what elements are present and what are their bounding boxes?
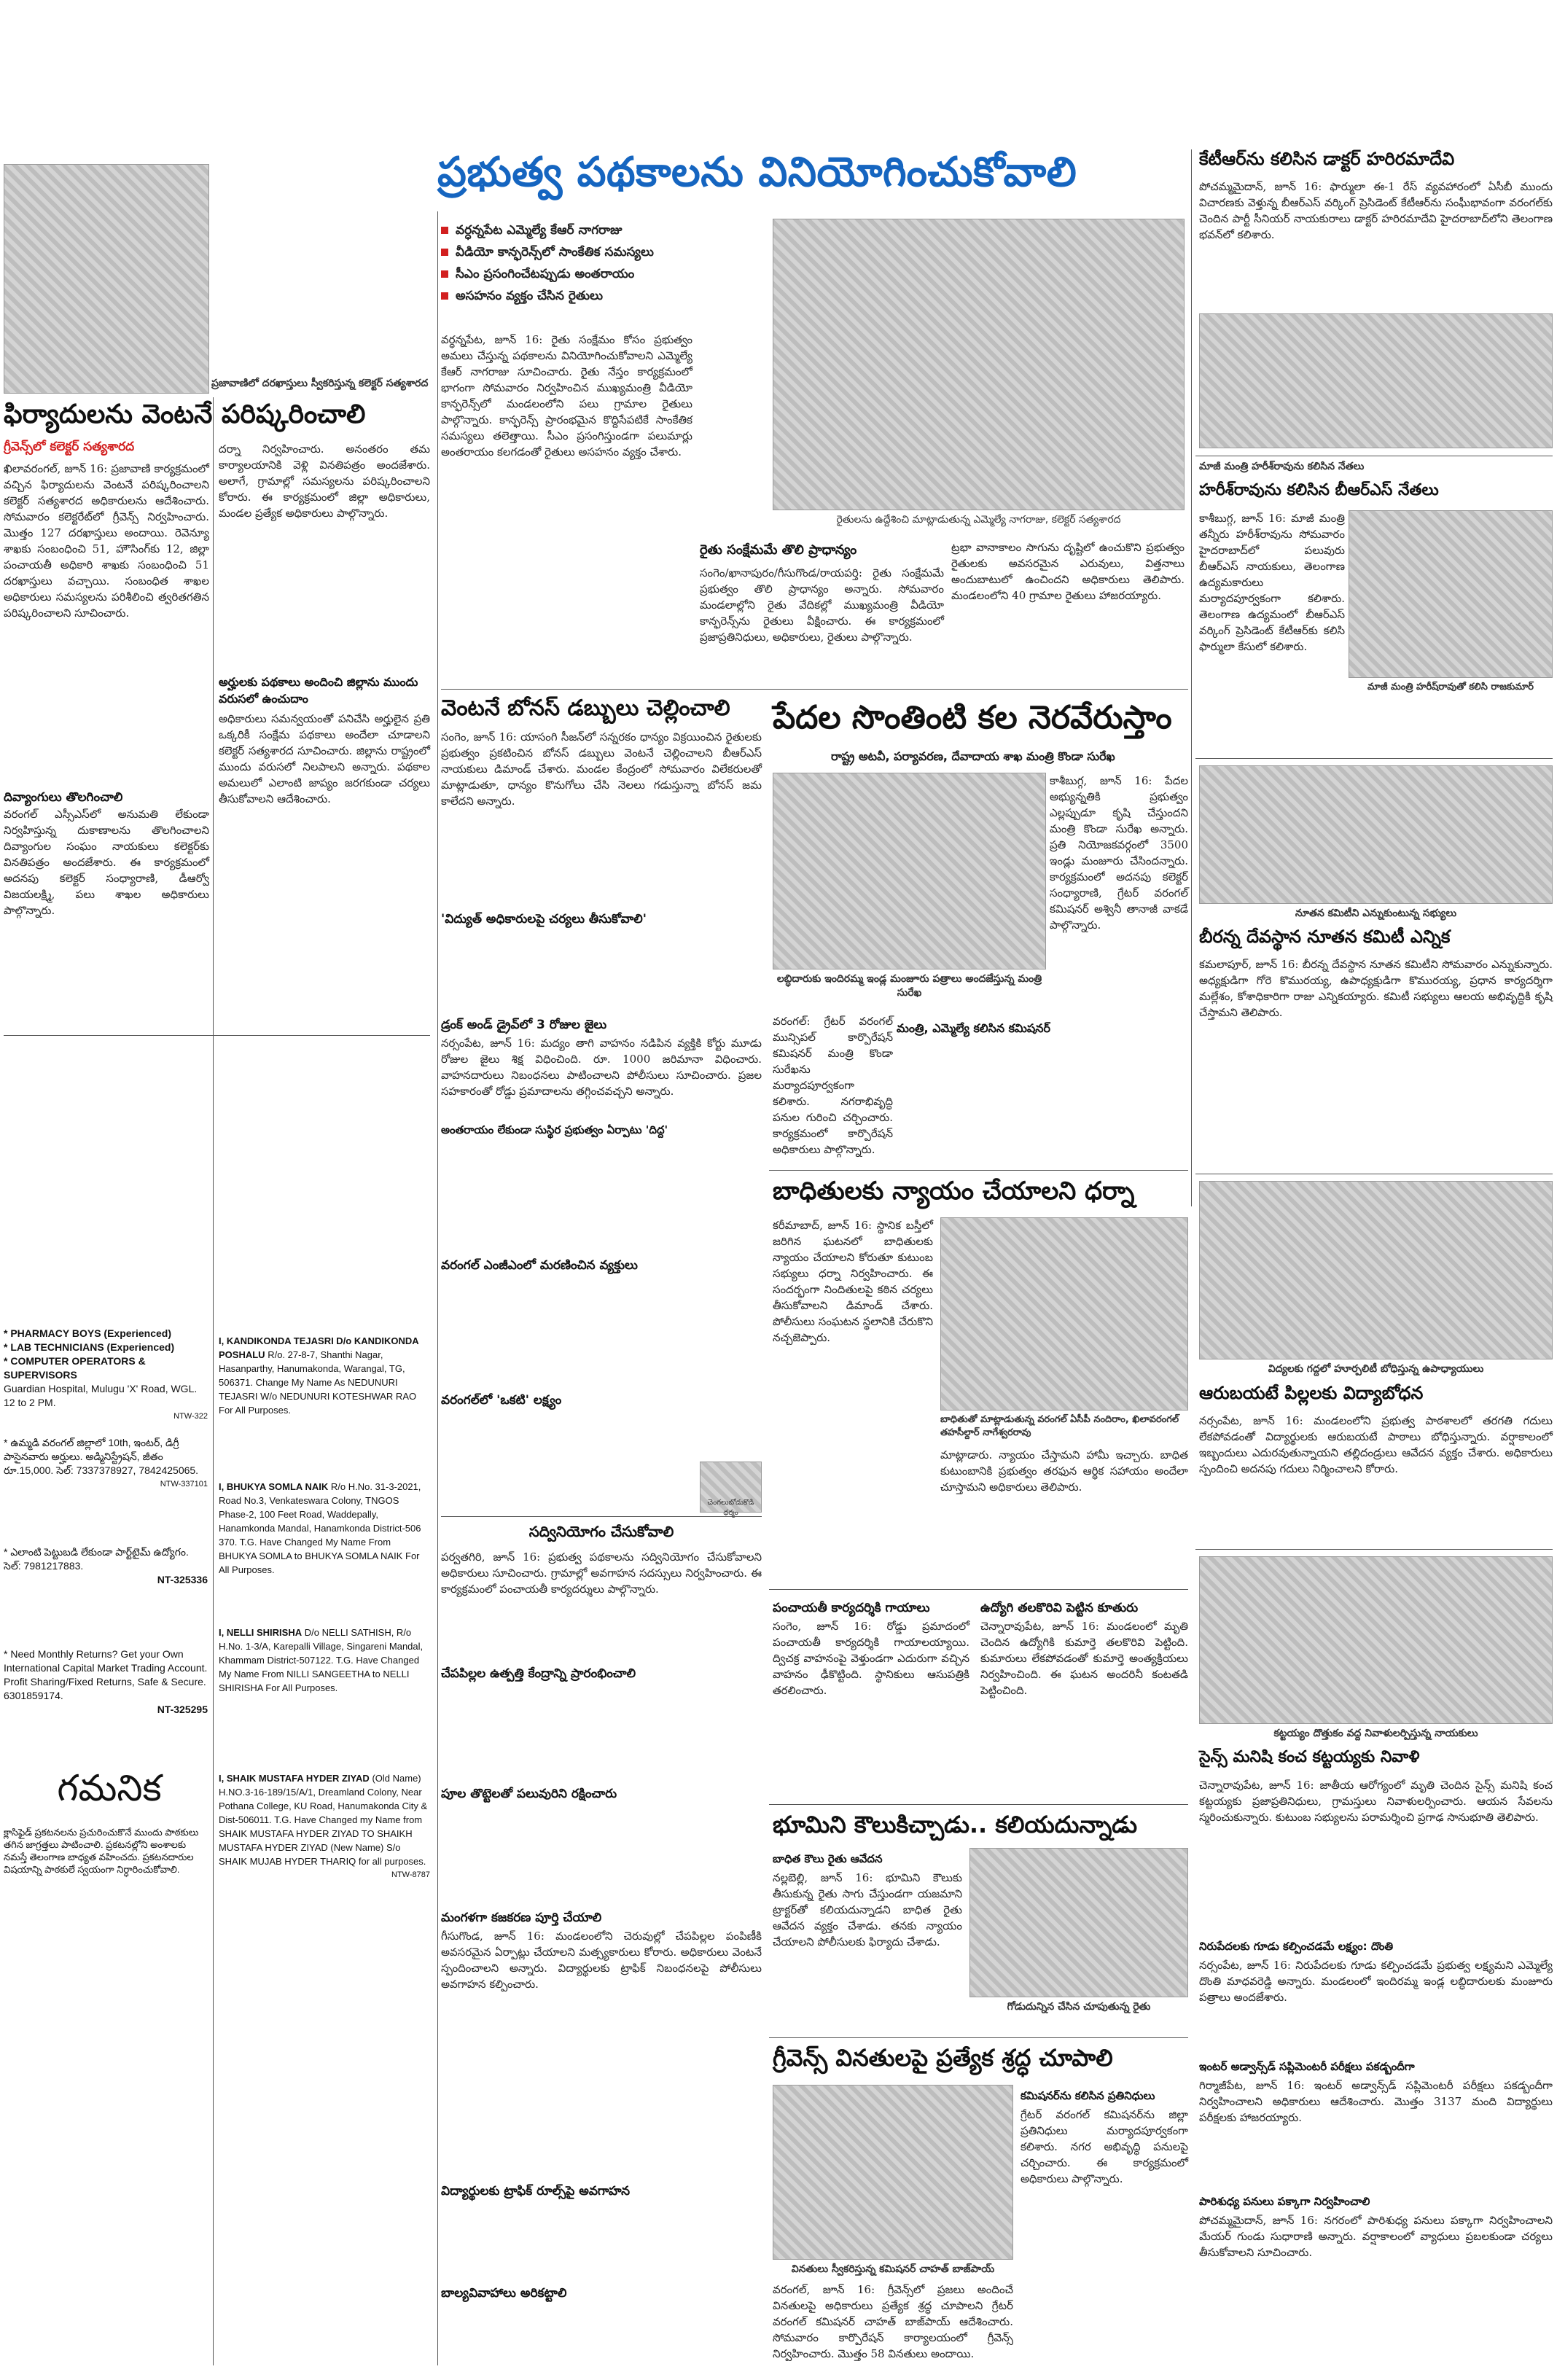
farmers-headline: రైతు సంక్షేమమే తొలి ప్రాధాన్యం: [700, 542, 857, 558]
tractor-headline: ఉద్యోగి తలకొరివి పెట్టిన కూతురు: [980, 1601, 1139, 1615]
weather-caption: చెంగలుబోడుకొడి ధర్మం: [707, 1499, 754, 1517]
notice-code: NTW-8787: [391, 1870, 430, 1879]
scheme-headline: సద్వినియోగం చేసుకోవాలి: [528, 1523, 674, 1540]
classified-returns: [4, 1647, 208, 1757]
main-photo-caption: రైతులను ఉద్దేశించి మాట్లాడుతున్న ఎమ్మెల్యే నాగరాజు, కలెక్టర్ సత్యశారద: [836, 514, 1121, 526]
classified-line: * Need Monthly Returns? Get your Own International Capital Market Trading Account. Profit Sharing/Fixed Returns, Safe & Secure. 6301859174.: [4, 1648, 208, 1701]
scheme-sub-5: బాల్యవివాహాలు అరికట్టాలి: [441, 2286, 567, 2301]
scheme-sub-1: చేపపిల్లల ఉత్పత్తి కేంద్రాన్ని ప్రారంభించాలి: [441, 1666, 636, 1681]
classified-line: * ఎలాంటి పెట్టుబడి లేకుండా పార్ట్‌టైమ్ ఉద్యోగం. సెల్: 7981217883.: [4, 1546, 189, 1572]
notice-text: (Old Name) H.NO.3-16-189/15/A/1, Dreamland Colony, Near Pothana College, KU Road, Hanumakonda City & Dist-506011. T.G. Have Changed my Name from SHAIK MUSTAFA HYDER ZIYAD TO SHAIKH MUSTAFA HYDER ZIYAD (New Name) S/o SHAIK MUJAB HYDER THARIQ for all purposes.: [219, 1773, 428, 1867]
grievance-headline: గ్రీవెన్స్ వినతులపై ప్రత్యేక శ్రద్ధ చూపాలి: [773, 2044, 1113, 2072]
main-headline: ప్రభుత్వ పథకాలను వినియోగించుకోవాలి: [437, 149, 1077, 196]
ktr-body: పోచమ్మమైదాన్, జూన్ 16: ఫార్ములా ఈ-1 రేస్ వ్యవహారంలో ఏసీబీ ముందు విచారణకు వెళ్తున్న బీఆర్‌ఎస్ వర్కింగ్ ప్రెసిడెంట్ కేటీఆర్‌ను సంఘీభావంగా వరంగల్‌కు చెందిన పార్టీ సీనియర్ నాయకురాలు డాక్టర్ హరిరమాదేవి హైదరాబాద్‌లోని తెలంగాణ భవన్‌లో కలిశారు.: [1199, 180, 1553, 241]
land-sub-headline: బాధిత కౌలు రైతు ఆవేదన: [773, 1852, 883, 1865]
classified-code: NT-325336: [157, 1574, 208, 1585]
bonus-body-2: నర్సంపేట, జూన్ 16: మద్యం తాగి వాహనం నడిపిన వ్యక్తికి కోర్టు మూడు రోజుల జైలు శిక్ష విధించింది. రూ. 1000 జరిమానా విధించారు. వాహనదారులు నిబంధనలు పాటించాలని పోలీసులు సూచించారు. ప్రజల సహకారంతో రోడ్డు ప్రమాదాలను తగ్గించవచ్చని అన్నారు.: [441, 1037, 762, 1098]
school-photo: [1199, 1181, 1553, 1359]
fence-headline: సైన్స్ మనిషి కంచ కట్టయ్యకు నివాళి: [1199, 1748, 1420, 1766]
grievance-body: వరంగల్, జూన్ 16: గ్రీవెన్స్‌లో ప్రజలు అందించే వినతులపై అధికారులు ప్రత్యేక శ్రద్ధ చూపాలని గ్రేటర్ వరంగల్ కమిషనర్ చాహత్ బాజ్‌పాయ్ ఆదేశించారు. సోమవారం కార్పొరేషన్ కార్యాలయంలో గ్రీవెన్స్ నిర్వహించారు. మొత్తం 58 వినతులు అందాయి.: [773, 2283, 1013, 2360]
notice-name: I, KANDIKONDA TEJASRI D/o KANDIKONDA POSHALU: [219, 1335, 419, 1360]
harish-photo: [1349, 510, 1553, 678]
bonus-body: సంగెం, జూన్ 16: యాసంగి సీజన్‌లో సన్నరకం ధాన్యం విక్రయించిన రైతులకు ప్రభుత్వం ప్రకటించిన బోనస్ డబ్బులు వెంటనే చెల్లించాలని బీఆర్‌ఎస్ నాయకులు డిమాండ్ చేశారు. మండల కేంద్రంలో సోమవారం విలేకరులతో మాట్లాడుతూ, ధాన్యం కొనుగోలు చేసి నెలలు గడుస్తున్నా బోనస్ జమ కాలేదని అన్నారు.: [441, 730, 762, 808]
temple-headline: బీరన్న దేవస్థాన నూతన కమిటీ ఎన్నిక: [1199, 926, 1451, 947]
gamanika-title: గమనిక: [57, 1767, 162, 1809]
poor-body-2: వరంగల్: గ్రేటర్ వరంగల్ మున్సిపల్ కార్పొరేషన్ కమిషనర్ మంత్రి కొండా సురేఖను మర్యాదపూర్వకంగా కలిశారు. నగరాభివృద్ధి పనుల గురించి చర్చించారు. కార్యక్రమంలో కార్పొరేషన్ అధికారులు పాల్గొన్నారు.: [773, 1015, 893, 1156]
harish-photo-caption: మాజీ మంత్రి హరీష్‌రావుతో కలిసి రాజకుమార్: [1367, 682, 1534, 692]
fence-body-3: గిర్మాజీపేట, జూన్ 16: ఇంటర్ అడ్వాన్స్‌డ్ సప్లిమెంటరీ పరీక్షలు పకడ్బందీగా నిర్వహించాలని అధికారులు ఆదేశించారు. మొత్తం 3137 మంది విద్యార్థులు పరీక్షలకు హాజరయ్యారు.: [1199, 2079, 1553, 2124]
bullet-item: వీడియో కాన్ఫరెన్స్‌లో సాంకేతిక సమస్యలు: [441, 245, 762, 262]
scheme-body: పర్వతగిరి, జూన్ 16: ప్రభుత్వ పథకాలను సద్వినియోగం చేసుకోవాలని అధికారులు సూచించారు. గ్రామాల్లో అవగాహన సదస్సులు నిర్వహించారు. ఈ కార్యక్రమంలో పంచాయతీ కార్యదర్శులు పాల్గొన్నారు.: [441, 1550, 762, 1596]
notice-3: [219, 1626, 430, 1764]
classified-code: NTW-337101: [160, 1480, 208, 1489]
main-body: వర్ధన్నపేట, జూన్ 16: రైతు సంక్షేమం కోసం ప్రభుత్వం అమలు చేస్తున్న పథకాలను వినియోగించుకోవాలని ఎమ్మెల్యే కేఆర్ నాగరాజు సూచించారు. రైతు నేస్తం కార్యక్రమంలో భాగంగా సోమవారం నిర్వహించిన ముఖ్యమంత్రి వీడియో కాన్ఫరెన్స్‌లో మండలంలోని పలు గ్రామాల రైతులు పాల్గొన్నారు. కాన్ఫరెన్స్ ప్రారంభమైన కొద్దిసేపటికే సాంకేతిక సమస్యలు తలెత్తాయి. సీఎం ప్రసంగిస్తుండగా పలుమార్లు అంతరాయం కలగడంతో రైతులు అసహనం వ్యక్తం చేశారు.: [441, 333, 692, 459]
scheme-sub-3: మంగళగా కజకరణ పూర్తి చేయాలి: [441, 1911, 602, 1925]
notice-text: D/o NELLI SATHISH, R/o H.No. 1-3/A, Karepalli Village, Singareni Mandal, Khammam District-507122. T.G. Have Changed My Name From NILLI SANGEETHA to NELLI SHIRISHA For All Purposes.: [219, 1627, 424, 1693]
classified-code: NTW-322: [173, 1412, 208, 1421]
notice-name: I, BHUKYA SOMLA NAIK: [219, 1481, 329, 1492]
bullet-item: అసహనం వ్యక్తం చేసిన రైతులు: [441, 289, 762, 306]
notice-text: R/o H.No. 31-3-2021, Road No.3, Venkateswara Colony, TNGOS Phase-2, 100 Feet Road, Waddepally, Hanamkonda Mandal, Hanamkonda District-506 370. T.G. Have Changed My Name From BHUKYA SOMLA to BHUKYA SOMLA NAIK For All Purposes.: [219, 1481, 421, 1575]
justice-body-2: మాట్లాడారు. న్యాయం చేస్తామని హామీ ఇచ్చారు. బాధిత కుటుంబానికి ప్రభుత్వం తరఫున ఆర్థిక సహాయం అందేలా చూస్తామని అధికారులు తెలిపారు.: [940, 1448, 1188, 1494]
land-body: నల్లబెల్లి, జూన్ 16: భూమిని కౌలుకు తీసుకున్న రైతు సాగు చేస్తుండగా యజమాని ట్రాక్టర్‌తో కలియదున్నాడని బాధిత రైతు ఆవేదన వ్యక్తం చేశాడు. తనకు న్యాయం చేయాలని పోలీసులకు ఫిర్యాదు చేశాడు.: [773, 1871, 962, 1948]
justice-headline: బాధితులకు న్యాయం చేయాలని ధర్నా: [773, 1177, 1135, 1206]
grievance-body-2: గ్రేటర్ వరంగల్ కమిషనర్‌ను జిల్లా ప్రతినిధులు మర్యాదపూర్వకంగా కలిశారు. నగర అభివృద్ధి పనులపై చర్చించారు. ఈ కార్యక్రమంలో అధికారులు పాల్గొన్నారు.: [1021, 2108, 1188, 2185]
justice-photo-caption: బాధితుతో మాట్లాడుతున్న వరంగల్ ఏసీపీ నందిరాం, ఖిలావరంగల్ తహసీల్దార్ నాగేశ్వరరావు: [940, 1414, 1179, 1438]
scheme-sub-2: పూల తొట్టెలతో పలువురిని రక్షించారు: [441, 1787, 617, 1801]
bonus-sub-3: అంతరాయం లేకుండా సుస్థిర ప్రభుత్వం ఏర్పాటు 'దిద్ద': [441, 1123, 668, 1136]
school-headline: ఆరుబయటే పిల్లలకు విద్యాబోధన: [1199, 1383, 1424, 1403]
land-photo-caption: గోడుదున్నిన చేసిన చూపుతున్న రైతు: [1007, 2001, 1151, 2013]
notice-4: [219, 1771, 430, 1924]
harish-headline: హరీశ్‌రావును కలిసిన బీఆర్‌ఎస్ నేతలు: [1199, 481, 1439, 499]
classified-code: NT-325295: [157, 1704, 208, 1715]
left-kicker: ప్రజావాణిలో దరఖాస్తులు స్వీకరిస్తున్న కలెక్టర్ సత్యశారద: [211, 378, 429, 389]
classified-plots: [4, 1545, 208, 1640]
left-sub-headline-2: దివ్యాంగులు తొలగించాలి: [4, 790, 123, 805]
grievance-left-headline: ఫిర్యాదులను వెంటనే పరిష్కరించాలి: [4, 399, 366, 429]
poor-sub-headline: రాష్ట్ర అటవీ, పర్యావరణ, దేవాదాయ శాఖ మంత్రి కొండా సురేఖ: [831, 749, 1115, 763]
fence-photo: [1199, 1556, 1553, 1724]
ktr-headline: కేటీఆర్‌ను కలిసిన డాక్టర్ హరిరమాదేవి: [1199, 149, 1455, 169]
classified-jobs: [4, 1327, 208, 1429]
fence-sub-3: పారిశుధ్య పనులు పక్కాగా నిర్వహించాలి: [1199, 2195, 1370, 2208]
scheme-body-2: గీసుగొండ, జూన్ 16: మండలంలోని చెరువుల్లో చేపపిల్లల పంపిణీకి అవసరమైన ఏర్పాట్లు చేయాలని మత్స్యకారులు కోరారు. అధికారులు వెంటనే స్పందించాలని అన్నారు. విద్యార్థులకు ట్రాఫిక్ నిబంధనలపై పోలీసులు అవగాహన కల్పించారు.: [441, 1930, 762, 1991]
poor-body: కాశీబుగ్గ, జూన్ 16: పేదల అభ్యున్నతికి ప్రభుత్వం ఎల్లప్పుడూ కృషి చేస్తుందని మంత్రి కొండా సురేఖ అన్నారు. ప్రతి నియోజకవర్గంలో 3500 ఇండ్లు మంజూరు చేసిందన్నారు. కార్యక్రమంలో అదనపు కలెక్టర్ సంధ్యారాణి, గ్రేటర్ వరంగల్ కమిషనర్ అశ్వినీ తానాజీ వాకడే పాల్గొన్నారు.: [1050, 774, 1188, 932]
land-headline: భూమిని కౌలుకిచ్చాడు.. కలియదున్నాడు: [773, 1811, 1138, 1838]
left-body-2: వరంగల్ ఎస్సీఎస్‌లో అనుమతి లేకుండా నిర్వహిస్తున్న దుకాణాలను తొలగించాలని దివ్యాంగుల సంఘం నాయకులు కలెక్టర్‌కు వినతిపత్రం అందజేశారు. ఈ కార్యక్రమంలో అదనపు కలెక్టర్ సంధ్యారాణి, డీఆర్వో విజయలక్ష్మి, పలు శాఖల అధికారులు పాల్గొన్నారు.: [4, 808, 209, 917]
gamanika-text: క్లాసిఫైడ్ ప్రకటనలను ప్రచురించుకొనే ముందు పాఠకులు తగిన జాగ్రత్తలు పాటించాలి. ప్రకటనల్లోని అంశాలకు నమస్తే తెలంగాణ బాధ్యత వహించదు. ప్రకటనదారుల విషయాన్ని పాఠకులే స్వయంగా నిర్ధారించుకోవాలి.: [4, 1827, 199, 1875]
tractor-body: చెన్నారావుపేట, జూన్ 16: మండలంలో మృతి చెందిన ఉద్యోగికి కుమార్తె తలకొరివి పెట్టింది. కుమారులు లేకపోవడంతో కుమార్తె అంత్యక్రియలు నిర్వహించింది. ఈ ఘటన అందరినీ కంటతడి పెట్టించింది.: [980, 1620, 1188, 1697]
poor-photo-caption: లబ్ధిదారుకు ఇందిరమ్మ ఇండ్ల మంజూరు పత్రాలు అందజేస్తున్న మంత్రి సురేఖ: [776, 973, 1042, 999]
harish-body: కాశీబుగ్గ, జూన్ 16: మాజీ మంత్రి తన్నీరు హరీశ్‌రావును సోమవారం హైదరాబాద్‌లో పలువురు బీఆర్‌ఎస్ నాయకులు, తెలంగాణ ఉద్యమకారులు మర్యాదపూర్వకంగా కలిశారు. తెలంగాణ ఉద్యమంలో బీఆర్‌ఎస్ వర్కింగ్ ప్రెసిడెంట్ కేటీఆర్‌కు కలిసి ఫార్ములా కేసులో కలిశారు.: [1199, 512, 1345, 653]
temple-body: కమలాపూర్, జూన్ 16: బీరన్న దేవస్థాన నూతన కమిటీని సోమవారం ఎన్నుకున్నారు. అధ్యక్షుడిగా గోరె కొమురయ్య, ఉపాధ్యక్షుడిగా కొమురయ్య, ప్రధాన కార్యదర్శిగా మల్లేశం, కోశాధికారిగా రాజు ఎన్నికయ్యారు. కమిటీ సభ్యులు ఆలయ అభివృద్ధికి కృషి చేస్తామని తెలిపారు.: [1199, 958, 1553, 1019]
fence-kicker: కట్టయ్యం దొత్తుకం వద్ద నివాళులర్పిస్తున్న నాయకులు: [1273, 1728, 1478, 1739]
poor-headline: పేదల సొంతింటి కల నెరవేరుస్తాం: [773, 699, 1172, 736]
school-kicker: విద్యలకు గద్దలో హూర్పలిటీ బోధిస్తున్న ఉపాధ్యాయులు: [1268, 1363, 1484, 1375]
left-top-photo: [4, 164, 209, 394]
scheme-sub-4: విద్యార్థులకు ట్రాఫిక్ రూల్స్‌పై అవగాహన: [441, 2184, 631, 2198]
grievance-photo-caption: వినతులు స్వీకరిస్తున్న కమిషనర్ చాహత్ బాజ్‌పాయ్: [791, 2263, 995, 2275]
left-body: ఖిలావరంగల్, జూన్ 16: ప్రజావాణి కార్యక్రమంలో వచ్చిన ఫిర్యాదులను వెంటనే పరిష్కరించాలని కలెక్టర్ సత్యశారద అధికారులను ఆదేశించారు. సోమవారం కలెక్టరేట్‌లో గ్రీవెన్స్ నిర్వహించారు. మొత్తం 127 దరఖాస్తులు అందాయి. రెవెన్యూ శాఖకు సంబంధించి 51, హౌసింగ్‌కు 12, జిల్లా పంచాయతీ అధికారి శాఖకు సంబంధించి 51 దరఖాస్తులు వచ్చాయి. సంబంధిత శాఖల అధికారులు సమస్యలను పరిశీలించి త్వరితగతిన పరిష్కరించాలని సూచించారు.: [4, 462, 209, 620]
fence-sub-1: నిరుపేదలకు గూడు కల్పించడమే లక్ష్యం: దొంతి: [1199, 1940, 1394, 1953]
land-photo: [969, 1848, 1188, 1997]
notice-name: I, SHAIK MUSTAFA HYDER ZIYAD: [219, 1773, 370, 1784]
classified-rental: [4, 1436, 208, 1538]
panchayat-body: సంగెం, జూన్ 16: రోడ్డు ప్రమాదంలో పంచాయతీ కార్యదర్శికి గాయాలయ్యాయి. ద్విచక్ర వాహనంపై వెళ్తుండగా ఎదురుగా వచ్చిన వాహనం ఢీకొట్టింది. స్థానికులు ఆసుపత్రికి తరలించారు.: [773, 1620, 969, 1697]
classified-line: * ఉమ్మడి వరంగల్ జిల్లాలో 10th, ఇంటర్, డిగ్రీ పాసైనవారు అర్హులు. అడ్మినిస్ట్రేషన్, జీతం రూ.15,000. సెల్: 7337378927, 7842425065.: [4, 1437, 199, 1476]
ktr-photo: [1199, 313, 1553, 448]
classified-line: * LAB TECHNICIANS (Experienced): [4, 1341, 175, 1353]
fence-sub-2: ఇంటర్ అడ్వాన్స్‌డ్ సప్లిమెంటరీ పరీక్షలు పకడ్బందీగా: [1199, 2060, 1415, 2073]
harish-kicker: మాజీ మంత్రి హరీశ్‌రావును కలిసిన నేతలు: [1199, 461, 1365, 472]
notice-text: R/o. 27-8-7, Shanthi Nagar, Hasanparthy, Hanumakonda, Warangal, TG, 506371. Change My Name As NEDUNURI TEJASRI W/o NEDUNURI KOTESHWAR RAO For All Purposes.: [219, 1349, 417, 1416]
col2-body-2: అధికారులు సమన్వయంతో పనిచేసి అర్హులైన ప్రతి ఒక్కరికీ సంక్షేమ పథకాలు అందేలా చూడాలని కలెక్టర్ సత్యశారద సూచించారు. జిల్లాను రాష్ట్రంలో ముందు వరుసలో నిలపాలని అన్నారు. పథకాల అమలులో ఎలాంటి జాప్యం జరగకుండా చర్యలు తీసుకోవాలని ఆదేశించారు.: [219, 712, 430, 805]
temple-kicker: నూతన కమిటీని ఎన్నుకుంటున్న సభ్యులు: [1295, 908, 1457, 919]
main-photo: [773, 219, 1185, 510]
grievance-sub-headline: కమిషనర్‌ను కలిసిన ప్రతినిధులు: [1021, 2089, 1155, 2102]
farmers-body: సంగెం/ఖానాపురం/గీసుగొండ/రాయపర్తి: రైతు సంక్షేమమే ప్రభుత్వం తొలి ప్రాధాన్యం అన్నారు. సోమవారం మండలాల్లోని రైతు వేదికల్లో ముఖ్యమంత్రి వీడియో కాన్ఫరెన్స్‌ను రైతులు వీక్షించారు. ఈ కార్యక్రమంలో ప్రజాప్రతినిధులు, అధికారులు, రైతులు పాల్గొన్నారు.: [700, 566, 944, 644]
main-bullets: [441, 219, 762, 324]
col2-body: దర్నా నిర్వహించారు. అనంతరం తమ కార్యాలయానికి వెళ్లి వినతిపత్రం అందజేశారు. అలాగే, గ్రామాల్లో సమస్యలను పరిష్కరించాలని కోరారు. ఈ కార్యక్రమంలో జిల్లా అధికారులు, మండల ప్రత్యేక అధికారులు పాల్గొన్నారు.: [219, 442, 430, 520]
poor-sub-headline-2: మంత్రి, ఎమ్మెల్యే కలిసిన కమిషనర్: [897, 1021, 1051, 1035]
notice-2: [219, 1480, 430, 1618]
bonus-headline: వెంటనే బోనస్ డబ్బులు చెల్లించాలి: [441, 695, 730, 721]
farmers-body-2: ట్రభా వానాకాలం సాగును దృష్టిలో ఉంచుకొని ప్రభుత్వం రైతులకు అవసరమైన ఎరువులు, విత్తనాలు అందుబాటులో ఉంచిందని అధికారులు తెలిపారు. మండలంలోని 40 గ్రామాల రైతులు హాజరయ్యారు.: [951, 541, 1185, 602]
school-body: నర్సంపేట, జూన్ 16: మండలంలోని ప్రభుత్వ పాఠశాలలో తరగతి గదులు లేకపోవడంతో విద్యార్థులకు ఆరుబయటే పాఠాలు బోధిస్తున్నారు. వర్షాకాలంలో ఇబ్బందులు ఎదురవుతున్నాయని తల్లిదండ్రులు ఆవేదన వ్యక్తం చేశారు. అధికారులు స్పందించి అదనపు గదులు నిర్మించాలని కోరారు.: [1199, 1414, 1553, 1475]
fence-body-2: నర్సంపేట, జూన్ 16: నిరుపేదలకు గూడు కల్పించడమే ప్రభుత్వ లక్ష్యమని ఎమ్మెల్యే దొంతి మాధవరెడ్డి అన్నారు. మండలంలో ఇందిరమ్మ ఇండ్ల లబ్ధిదారులకు మంజూరు పత్రాలు అందజేశారు.: [1199, 1959, 1553, 2004]
panchayat-headline: పంచాయతీ కార్యదర్శికి గాయాలు: [773, 1601, 930, 1615]
bonus-sub-4: వరంగల్ ఎంజీఎంలో మరణించిన వ్యక్తులు: [441, 1258, 638, 1273]
bonus-sub-2: డ్రంక్ అండ్ డ్రైవ్‌లో 3 రోజుల జైలు: [441, 1018, 607, 1032]
poor-photo: [773, 773, 1046, 969]
notice-1: [219, 1334, 430, 1472]
left-sub-headline: గ్రీవెన్స్‌లో కలెక్టర్ సత్యశారద: [4, 440, 135, 454]
notice-name: I, NELLI SHIRISHA: [219, 1627, 303, 1638]
bonus-sub-1: 'విద్యుత్ అధికారులపై చర్యలు తీసుకోవాలి': [441, 912, 647, 926]
fence-body: చెన్నారావుపేట, జూన్ 16: జాతీయ ఆరోగ్యంలో మృతి చెందిన సైన్స్ మనిషి కంచ కట్టయ్యకు ప్రజాప్రతినిధులు, గ్రామస్తులు నివాళులర్పించారు. ఆయన సేవలను స్మరించుకున్నారు. కుటుంబ సభ్యులను పరామర్శించి ప్రగాఢ సానుభూతి తెలిపారు.: [1199, 1779, 1553, 1824]
justice-photo: [940, 1217, 1188, 1411]
classified-line: Guardian Hospital, Mulugu 'X' Road, WGL. 12 to 2 PM.: [4, 1383, 198, 1408]
fence-body-4: పోచమ్మమైదాన్, జూన్ 16: నగరంలో పారిశుధ్య పనులు పక్కాగా నిర్వహించాలని మేయర్ గుండు సుధారాణి అన్నారు. వర్షాకాలంలో వ్యాధులు ప్రబలకుండా చర్యలు తీసుకోవాలని సూచించారు.: [1199, 2214, 1553, 2259]
bullet-item: వర్ధన్నపేట ఎమ్మెల్యే కేఆర్ నాగరాజు: [441, 223, 762, 241]
bonus-sub-5: వరంగల్‌లో 'ఒకటి' లక్ష్యం: [441, 1393, 562, 1408]
classified-line: * COMPUTER OPERATORS & SUPERVISORS: [4, 1355, 146, 1381]
col2-sub-headline: అర్హులకు పథకాలు అందించి జిల్లాను ముందు వరుసలో ఉంచుదాం: [219, 675, 418, 706]
classified-line: * PHARMACY BOYS (Experienced): [4, 1327, 172, 1339]
grievance-photo: [773, 2085, 1013, 2260]
temple-photo: [1199, 765, 1553, 904]
bullet-item: సీఎం ప్రసంగించేటప్పుడు అంతరాయం: [441, 267, 762, 284]
justice-body: కరీమాబాద్, జూన్ 16: స్థానిక బస్తీలో జరిగిన ఘటనలో బాధితులకు న్యాయం చేయాలని కోరుతూ కుటుంబ సభ్యులు ధర్నా నిర్వహించారు. ఈ సందర్భంగా నిందితులపై కఠిన చర్యలు తీసుకోవాలని డిమాండ్ చేశారు. పోలీసులు సంఘటన స్థలానికి చేరుకొని నచ్చజెప్పారు.: [773, 1219, 933, 1344]
